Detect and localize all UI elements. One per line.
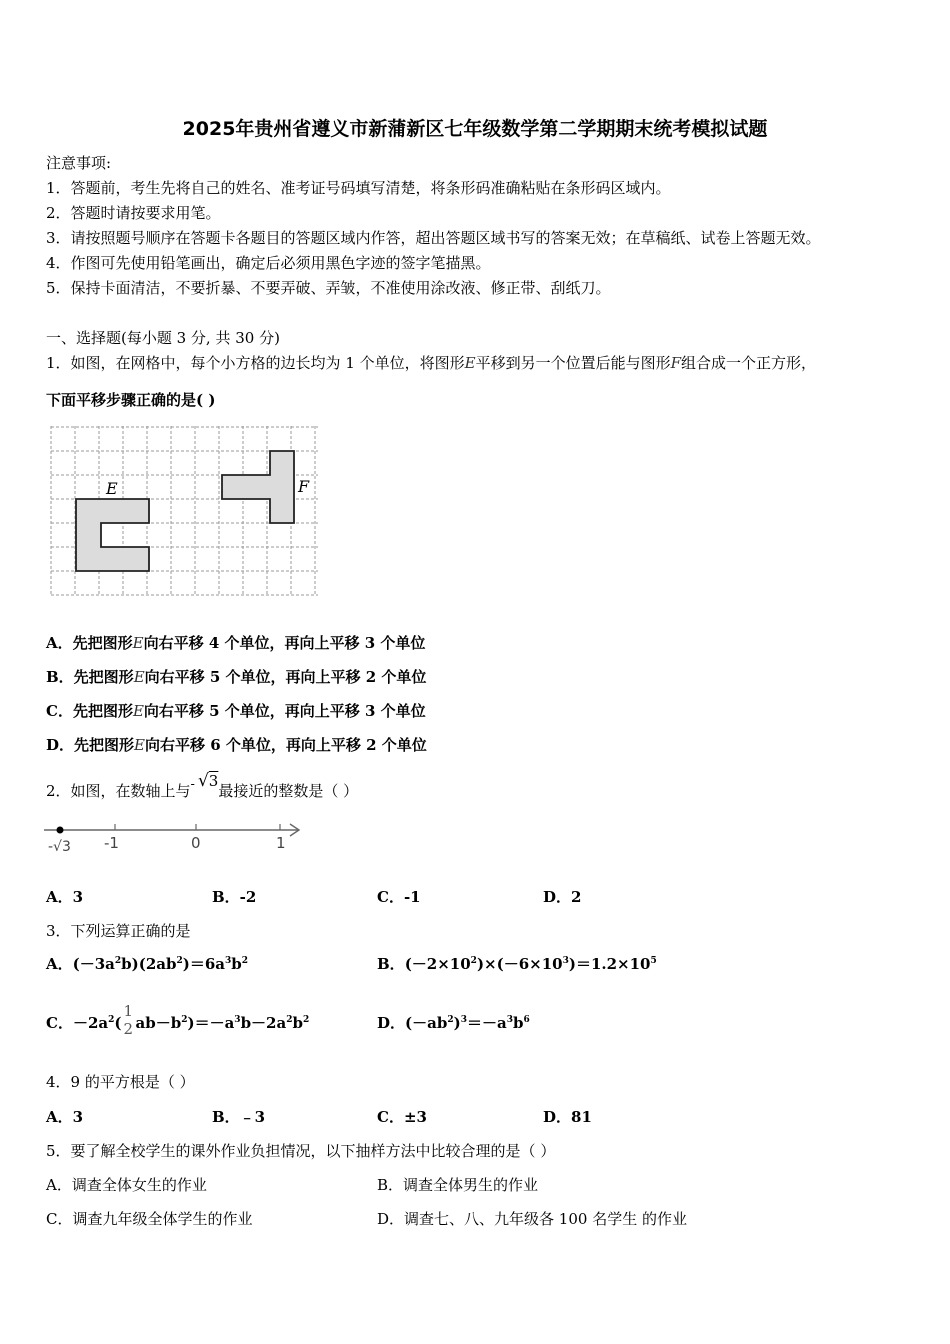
frac-num: 1 bbox=[123, 1002, 134, 1020]
q4-option-c: C．±3 bbox=[377, 1108, 427, 1126]
section-heading: 一、选择题(每小题 3 分, 共 30 分) bbox=[46, 329, 280, 347]
notes-heading: 注意事项: bbox=[46, 154, 112, 172]
q4-stem: 4．9 的平方根是（ ） bbox=[46, 1073, 195, 1091]
q5-option-c: C．调查九年级全体学生的作业 bbox=[46, 1210, 253, 1228]
shape-f bbox=[222, 451, 294, 523]
label-f: F bbox=[298, 477, 310, 496]
q1-stem-line2: 下面平移步骤正确的是( ) bbox=[46, 391, 216, 409]
q1-option-b: B．先把图形E向右平移 5 个单位，再向上平移 2 个单位 bbox=[46, 668, 427, 686]
tick-label: 0 bbox=[191, 834, 201, 852]
page-title: 2025年贵州省遵义市新蒲新区七年级数学第二学期期末统考模拟试题 bbox=[182, 118, 768, 140]
q2-stem: 2．如图，在数轴上与- √3最接近的整数是（ ） bbox=[46, 771, 359, 800]
tick-label: 1 bbox=[276, 834, 286, 852]
note-item: 3．请按照题号顺序在答题卡各题目的答题区域内作答，超出答题区域书写的答案无效；在草稿纸、试卷上答题无效。 bbox=[46, 229, 821, 247]
q1-option-c: C．先把图形E向右平移 5 个单位，再向上平移 3 个单位 bbox=[46, 702, 426, 720]
note-item: 5．保持卡面清洁，不要折暴、不要弄破、弄皱，不准使用涂改液、修正带、刮纸刀。 bbox=[46, 279, 611, 297]
tick-label: -1 bbox=[104, 834, 119, 852]
q5-stem: 5．要了解全校学生的课外作业负担情况，以下抽样方法中比较合理的是（ ） bbox=[46, 1142, 556, 1160]
q3-option-b: B．$(-2\times 10^2)\times(-6\times 10^3)=1.2\times 10^5$ bbox=[377, 955, 657, 973]
q1-option-d: D．先把图形E向右平移 6 个单位，再向上平移 2 个单位 bbox=[46, 736, 427, 754]
frac-den: 2 bbox=[123, 1020, 134, 1038]
q3-option-a: A．$(-3a^2b)(2ab^2)=6a^3b^2$ bbox=[46, 955, 249, 973]
q5-option-d: D．调查七、八、九年级各 100 名学生 的作业 bbox=[377, 1210, 687, 1228]
q2-option-c: C．-1 bbox=[377, 888, 421, 906]
q4-option-d: D．81 bbox=[543, 1108, 592, 1126]
q2-option-b: B．-2 bbox=[212, 888, 257, 906]
q1-grid-figure bbox=[48, 424, 322, 600]
note-item: 1．答题前，考生先将自己的姓名、准考证号码填写清楚，将条形码准确粘贴在条形码区域内。 bbox=[46, 179, 671, 197]
q5-option-a: A．调查全体女生的作业 bbox=[46, 1176, 207, 1194]
q3-option-c: C．$-2a^2$( 1 2 $ab-b^2)=-a^3b-2a^2b^2$ bbox=[46, 1002, 310, 1038]
q5-option-b: B．调查全体男生的作业 bbox=[377, 1176, 539, 1194]
shape-e bbox=[76, 499, 149, 571]
q4-option-a: A．3 bbox=[46, 1108, 84, 1126]
q3-stem: 3．下列运算正确的是 bbox=[46, 922, 191, 940]
q2-number-line bbox=[40, 818, 306, 860]
note-item: 4．作图可先使用铅笔画出，确定后必须用黑色字迹的签字笔描黑。 bbox=[46, 254, 491, 272]
q2-option-a: A．3 bbox=[46, 888, 84, 906]
q1-stem-line1: 1．如图，在网格中，每个小方格的边长均为 1 个单位，将图形E平移到另一个位置后能与图形F组合成一个正方形， bbox=[46, 354, 817, 372]
q2-option-d: D．2 bbox=[543, 888, 582, 906]
q1-option-a: A．先把图形E向右平移 4 个单位，再向上平移 3 个单位 bbox=[46, 634, 426, 652]
label-e: E bbox=[106, 479, 118, 498]
q4-option-b: B．﹣3 bbox=[212, 1108, 266, 1126]
tick-label: -√3 bbox=[48, 839, 71, 855]
q3-option-d: D．$(-ab^2)^3=-a^3b^6$ bbox=[377, 1014, 530, 1032]
note-item: 2．答题时请按要求用笔。 bbox=[46, 204, 221, 222]
point-neg-sqrt3 bbox=[57, 827, 64, 834]
